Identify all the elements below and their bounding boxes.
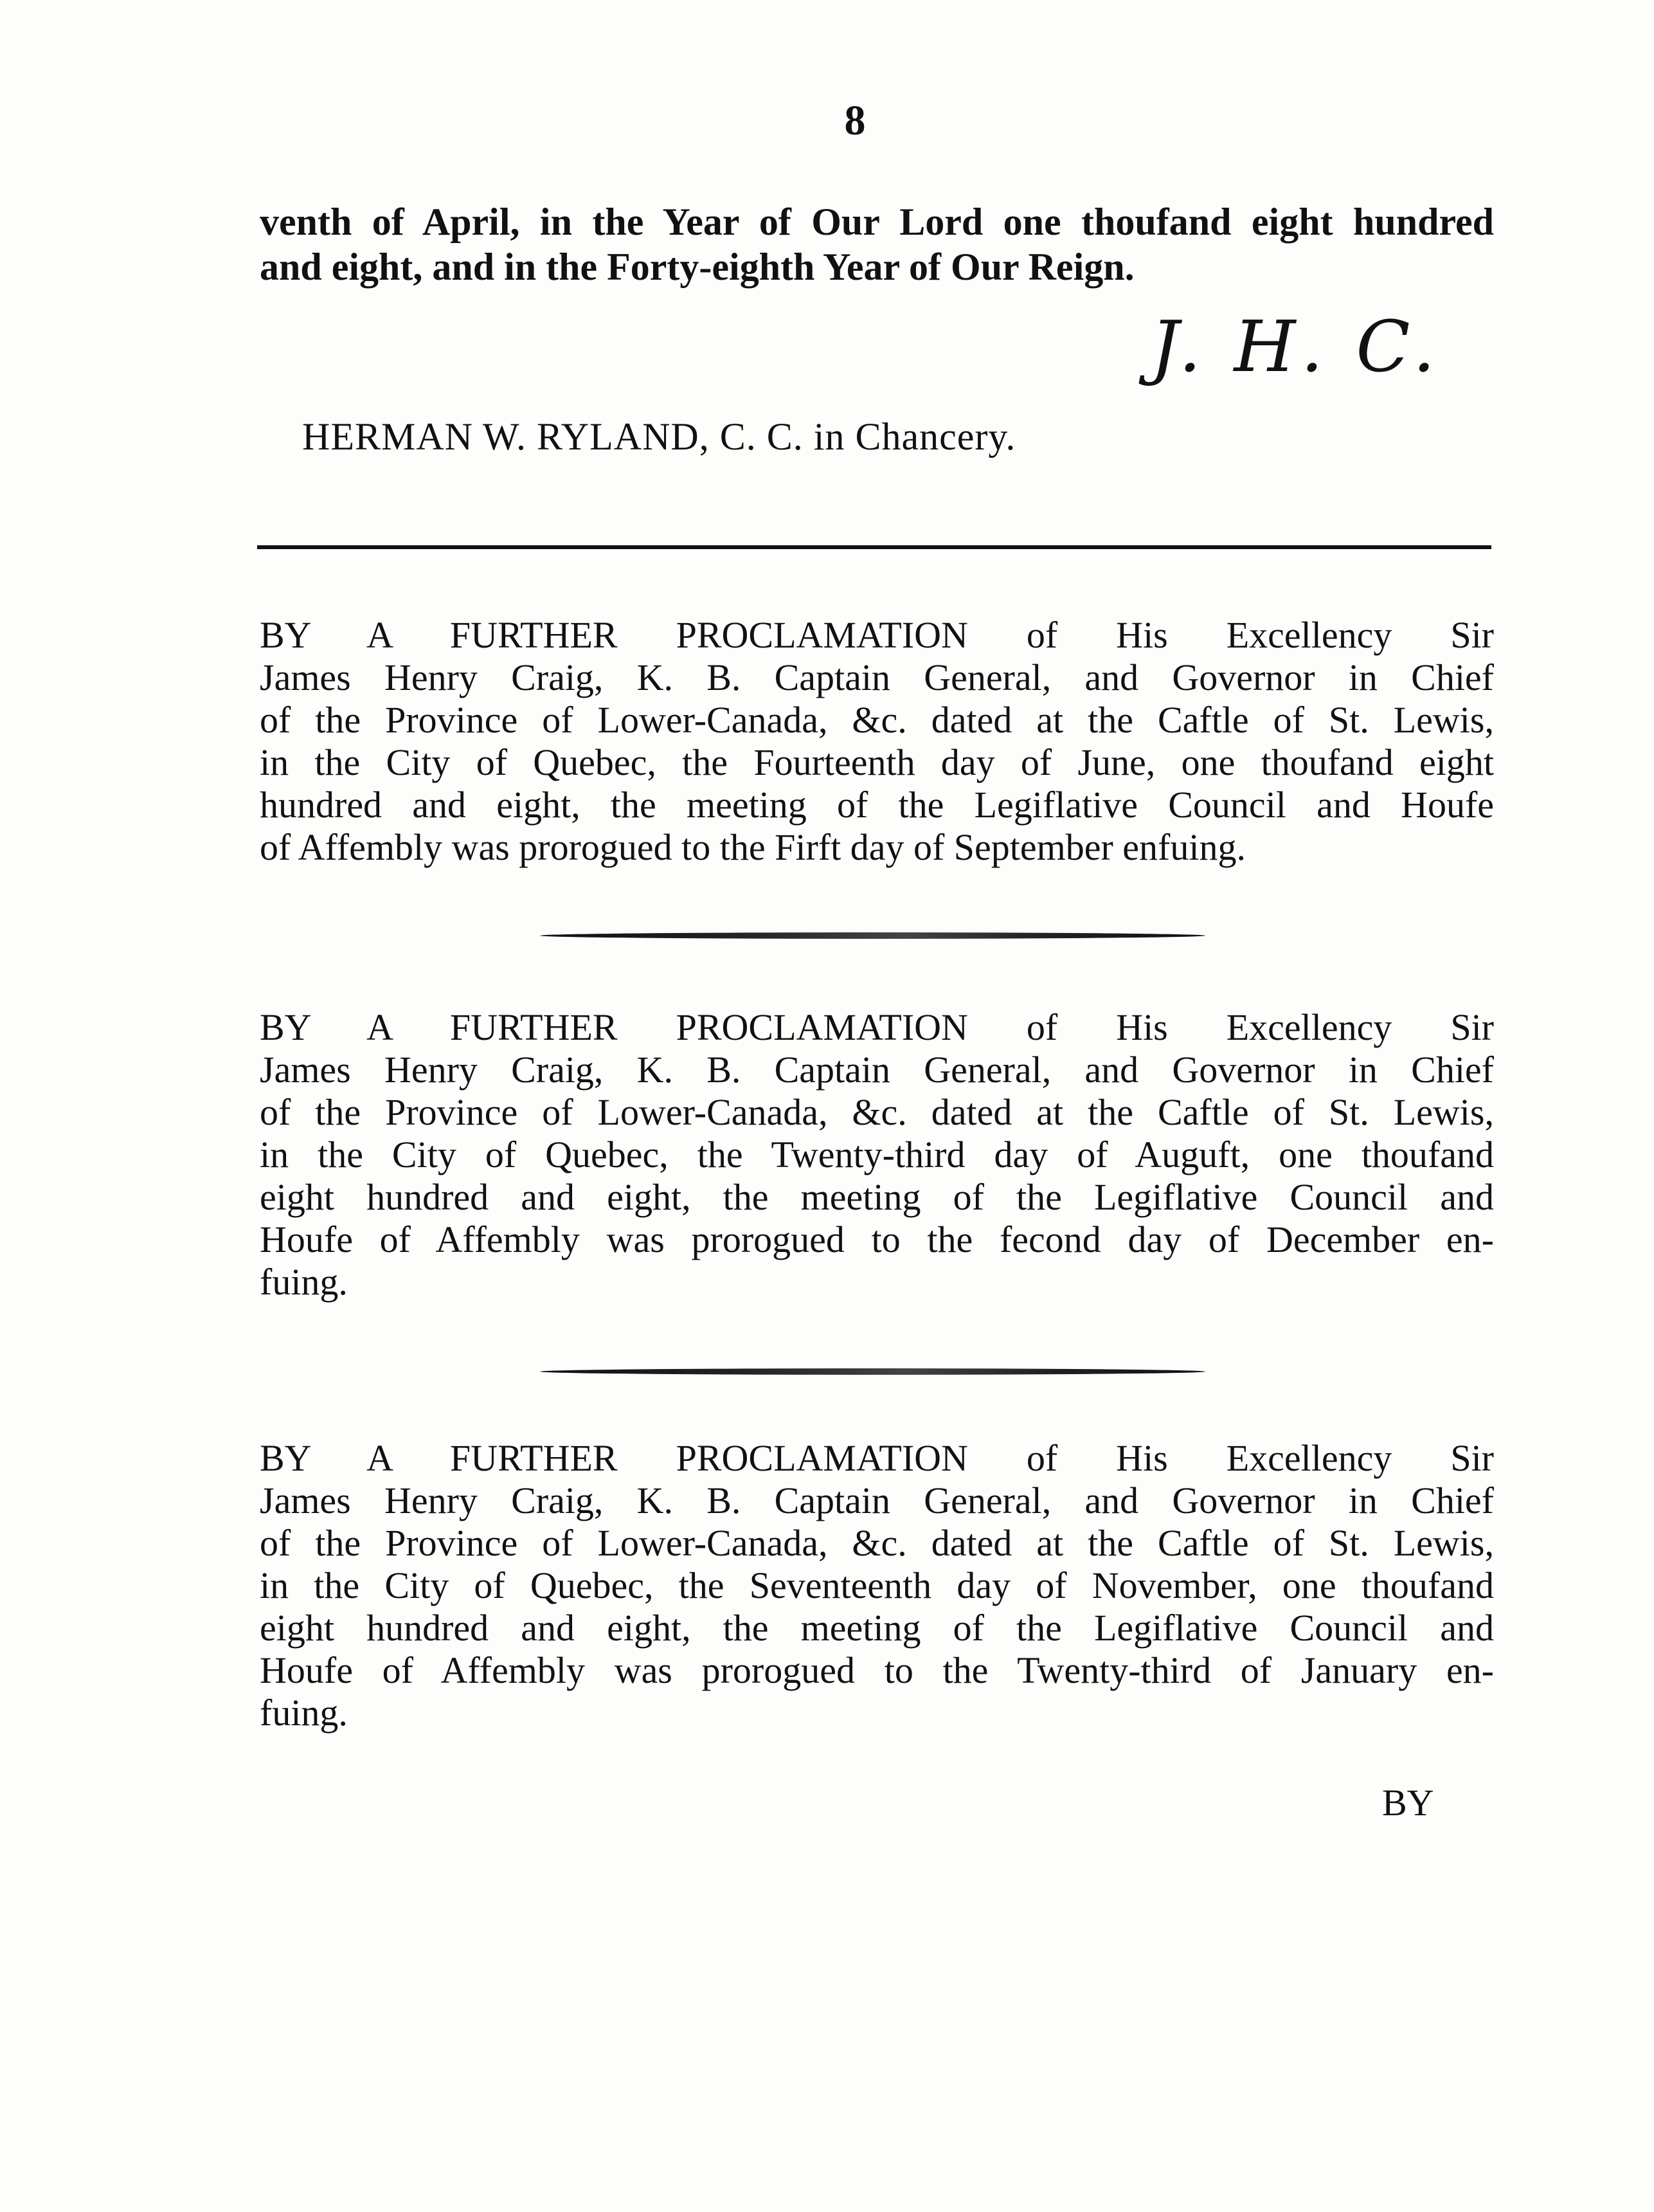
ornamental-rule: [540, 1368, 1205, 1375]
paragraph-line: of the Province of Lower-Canada, &c. dated at the Caftle of St. Lewis,: [260, 1091, 1494, 1133]
paragraph-line: fuing.: [260, 1261, 348, 1303]
paragraph-line: BY A FURTHER PROCLAMATION of His Excellency Sir: [260, 1006, 1494, 1048]
signature-initials: J. H. C.: [1151, 305, 1441, 388]
ornamental-rule: [540, 932, 1205, 939]
paragraph-line: James Henry Craig, K. B. Captain General, and Governor in Chief: [260, 1049, 1494, 1091]
paragraph-line: BY A FURTHER PROCLAMATION of His Excellency Sir: [260, 1437, 1494, 1479]
page-number: 8: [844, 97, 866, 144]
paragraph-line: of the Province of Lower-Canada, &c. dated at the Caftle of St. Lewis,: [260, 699, 1494, 741]
paragraph-line: James Henry Craig, K. B. Captain General, and Governor in Chief: [260, 657, 1494, 698]
paragraph-line: and eight, and in the Forty-eighth Year of Our Reign.: [260, 246, 1135, 288]
paragraph-line: venth of April, in the Year of Our Lord one thoufand eight hundred: [260, 201, 1494, 243]
paragraph-line: eight hundred and eight, the meeting of the Legiflative Council and: [260, 1607, 1494, 1649]
paragraph-line: in the City of Quebec, the Seventeenth day of November, one thoufand: [260, 1564, 1494, 1606]
clerk-attestation: HERMAN W. RYLAND, C. C. in Chancery.: [302, 415, 1016, 458]
paragraph-line: in the City of Quebec, the Fourteenth day of June, one thoufand eight: [260, 741, 1494, 783]
paragraph-line: in the City of Quebec, the Twenty-third day of Auguft, one thoufand: [260, 1134, 1494, 1175]
paragraph-line: eight hundred and eight, the meeting of the Legiflative Council and: [260, 1176, 1494, 1218]
section-divider: [257, 545, 1491, 549]
paragraph-line: of Affembly was prorogued to the Firft day of September enfuing.: [260, 826, 1246, 868]
catchword: BY: [1382, 1782, 1434, 1824]
paragraph-line: fuing.: [260, 1692, 348, 1734]
proclamation-paragraph: [260, 614, 1494, 869]
intro-paragraph: [260, 199, 1494, 289]
paragraph-line: of the Province of Lower-Canada, &c. dated at the Caftle of St. Lewis,: [260, 1522, 1494, 1564]
paragraph-line: Houfe of Affembly was prorogued to the fecond day of December en-: [260, 1219, 1494, 1260]
paragraph-line: James Henry Craig, K. B. Captain General, and Governor in Chief: [260, 1480, 1494, 1521]
proclamation-paragraph: [260, 1006, 1494, 1303]
proclamation-paragraph: [260, 1437, 1494, 1734]
paragraph-line: BY A FURTHER PROCLAMATION of His Excellency Sir: [260, 614, 1494, 656]
paragraph-line: hundred and eight, the meeting of the Legiflative Council and Houfe: [260, 784, 1494, 826]
paragraph-line: Houfe of Affembly was prorogued to the Twenty-third of January en-: [260, 1649, 1494, 1691]
